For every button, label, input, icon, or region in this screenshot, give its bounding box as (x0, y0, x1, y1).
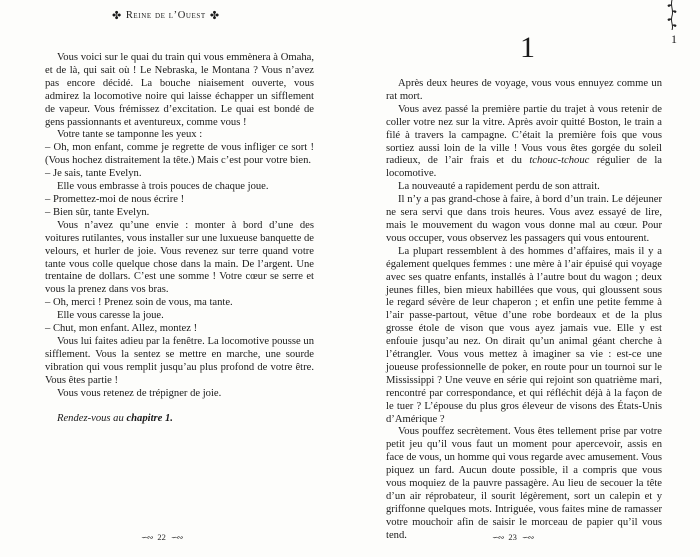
paragraph (386, 104, 662, 181)
page-number: 23 (508, 532, 517, 542)
paragraph: Elle vous embrasse à trois pouces de chaque joue. (57, 181, 269, 193)
paragraph: Vous lui faites adieu par la fenêtre. La locomotive pousse un sifflement. Vous la sentez se mettre en marche, une sourde vibration qui vous remplit jusqu’au plus profond de votre être. Vous êtes partie ! (45, 335, 314, 386)
dialog-line: – Oh, merci ! Prenez soin de vous, ma tante. (45, 297, 233, 309)
dialog-line: – Je sais, tante Evelyn. (45, 168, 142, 180)
paragraph: Vous vous retenez de trépigner de joie. (57, 387, 222, 399)
dialog-line: – Oh, mon enfant, comme je regrette de vous infliger ce sort ! (Vous hochez distraitement la tête.) Mais c’est pour votre bien. (45, 142, 314, 167)
paragraph: La plupart ressemblent à des hommes d’affaires, mais il y a également quelques femmes : une mère à l’air épuisé qui voyage avec ses quatre enfants, installés à l’autre bout du wagon ; deux jeunes filles, bien mieux habillées que vous, qui gloussent sous le regard sévère de leur chaperon ; et enfin une petite femme à l’air passe-partout, vêtue d’une robe bordeaux et de la plus grosse étole de vison que vous ayez jamais vue. Elle y est enfouie jusqu’au nez. On dirait qu’un animal géant cherche à l’étrangler. Vous vous mettez à imaginer sa vie : est-ce une joueuse professionnelle de poker, en route pour un tournoi sur le Mississippi ? Une veuve en série qui rejoint son quatrième mari, rencontré par correspondance, et qui réfléchit déjà à la façon de le tuer ? L’épouse du plus gros éleveur de visons des États-Unis d’Amérique ? (386, 245, 662, 425)
right-page (350, 0, 700, 557)
paragraph-part: Vous avez passé la première partie du trajet à vous retenir de coller votre nez sur la vitre. Après avoir quitté Boston, le train a filé à travers la campagne. C’était la première fois que vous sortiez aussi loin de la ville ! Vous vous êtes gorgée du soleil radieux, de l’air frais et du (386, 103, 662, 167)
paragraph: Après deux heures de voyage, vous vous ennuyez comme un rat mort. (386, 78, 662, 102)
running-head-title: Reine de l’Ouest (125, 10, 206, 21)
paragraph: La nouveauté a rapidement perdu de son attrait. (398, 181, 600, 193)
folio-ornament-icon: ∽∾ (492, 532, 504, 542)
folio-ornament-icon: ∽∾ (521, 532, 534, 542)
rendez-vous-target: chapitre 1. (126, 413, 173, 425)
page-number: 22 (157, 532, 166, 542)
paragraph-part: régulier de la locomotive. (386, 155, 663, 180)
vine-ornament-icon (660, 0, 684, 30)
dialog-line: – Chut, mon enfant. Allez, montez ! (45, 323, 198, 335)
paragraph: Il n’y a pas grand-chose à faire, à bord d’un train. Le déjeuner ne sera servi que dans trois heures. Vous avez essayé de lire, mais le mouvement du wagon vous donne mal au cœur. Pour vous occuper, vous observez les passagers qui vous entourent. (386, 194, 662, 244)
right-page-text (386, 78, 662, 543)
onomatopoeia: tchouc-tchouc (529, 155, 590, 167)
rendez-vous-prefix: Rendez-vous au (57, 413, 127, 425)
folio-ornament-icon: ∽∾ (141, 532, 153, 542)
fleuron-icon: ✤ (112, 10, 122, 22)
paragraph: Votre tante se tamponne les yeux : (57, 129, 203, 141)
left-page-text (45, 52, 314, 426)
folio-right (492, 532, 533, 542)
folio-left (141, 532, 182, 542)
fleuron-icon: ✤ (209, 10, 220, 22)
paragraph: Vous n’avez qu’une envie : monter à bord d’une des voitures rutilantes, vous installer sur une luxueuse banquette de velours, et hurler de joie. Vous revenez sur terre quand votre tante vous colle quelque chose dans la main. De l’argent. Une trentaine de dollars. C’est une somme ! Votre cœur se serre et vous la prenez dans vos bras. (45, 219, 314, 296)
dialog-line: – Promettez-moi de nous écrire ! (45, 193, 185, 205)
paragraph: Vous voici sur le quai du train qui vous emmènera à Omaha, et de là, qui sait où ! Le Nebraska, le Montana ? Vous n’avez pas encore décidé. La bouche niaisement ouverte, vous admirez la locomotive noire qui laisse échapper un sifflement de vapeur. Vous frémissez d’excitation. Le quai est bondé de gens passionnants et aventureux, comme vous ! (45, 52, 314, 128)
rendez-vous-link[interactable] (45, 413, 314, 426)
dialog-line: – Bien sûr, tante Evelyn. (45, 206, 150, 218)
corner-page-number: 1 (671, 32, 677, 46)
paragraph: Vous pouffez secrètement. Vous êtes tellement prise par votre petit jeu qu’il vous faut un moment pour apercevoir, assis en face de vous, un homme qui vous regarde avec amusement. Vous piquez un fard. Aucun doute possible, il a compris que vous vous moquiez de la pauvre passagère. Au lieu de secouer la tête d’un air réprobateur, il sourit légèrement, sort un calepin et y griffonne quelques mots. Intriguée, vous faites mine de ramasser votre mouchoir afin de saisir le morceau de papier qu’il vous tend. (386, 426, 662, 541)
spacer (45, 400, 314, 413)
paragraph: Elle vous caresse la joue. (57, 310, 164, 322)
running-head (112, 9, 220, 22)
chapter-number: 1 (520, 31, 535, 64)
folio-ornament-icon: ∽∾ (170, 532, 183, 542)
